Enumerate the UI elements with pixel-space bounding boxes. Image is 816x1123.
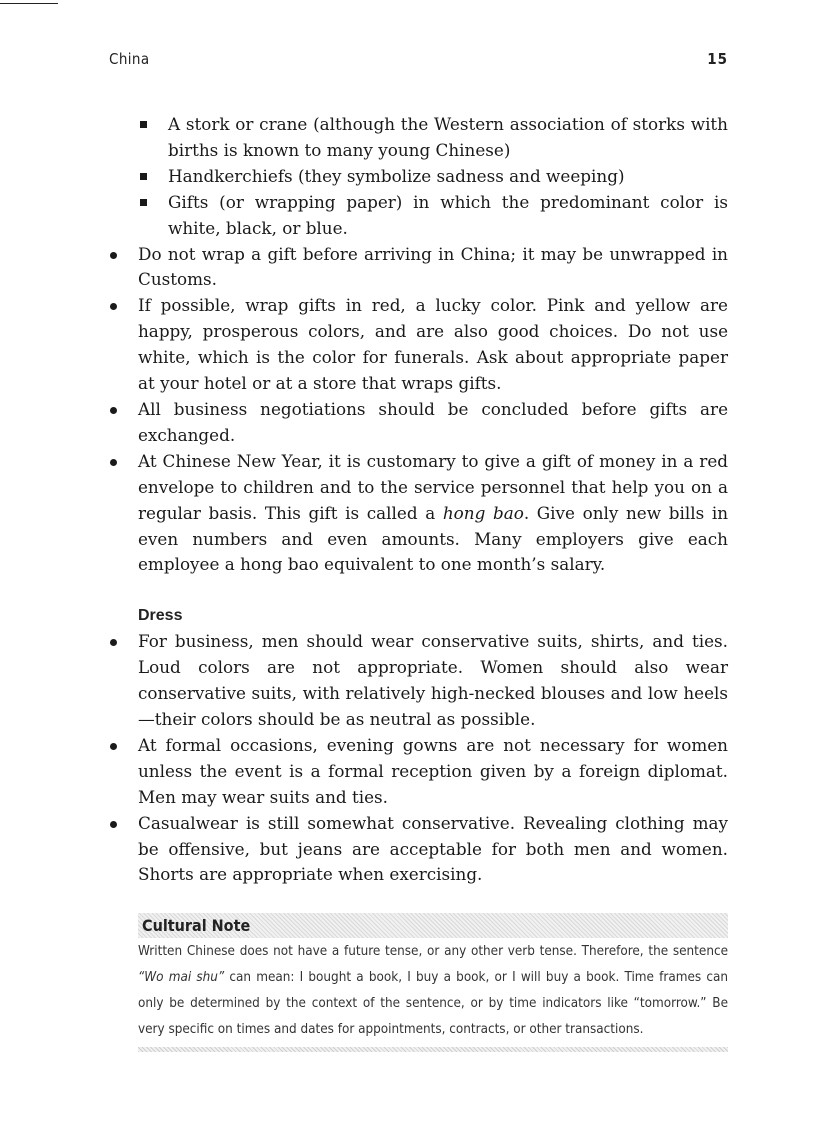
square-bullet-icon: [140, 199, 147, 206]
bullet-item: [108, 397, 728, 449]
bullet-text: Do not wrap a gift before arriving in China; it may be unwrapped in Customs.: [138, 243, 728, 290]
bullet-text-part: At Chinese New Year, it is customary to give a gift of money in a red envelope to children and to the service personnel that help you on a regular basis. This gift is called a: [138, 450, 728, 523]
bullet-item: [108, 629, 728, 733]
bullet-text-part: . Give only new bills in even numbers and even amounts. Many employers give each employee a hong bao equivalent to one month’s salary.: [138, 502, 728, 575]
square-bullet-icon: [140, 173, 147, 180]
note-example: “Wo mai shu”: [138, 970, 225, 985]
round-bullet-icon: [110, 821, 117, 828]
bullet-item: [108, 242, 728, 294]
bullet-item: [108, 293, 728, 397]
sub-bullet-text: Gifts (or wrapping paper) in which the predominant color is white, black, or blue.: [168, 191, 728, 238]
sub-bullet-item: [108, 112, 728, 164]
round-bullet-icon: [110, 743, 117, 750]
bullet-item: [108, 733, 728, 811]
running-header: [109, 50, 728, 72]
page-body: [108, 112, 728, 888]
bullet-text: All business negotiations should be concluded before gifts are exchanged.: [138, 398, 728, 445]
square-bullet-icon: [140, 121, 147, 128]
round-bullet-icon: [110, 459, 117, 466]
cultural-note-body: [138, 938, 728, 1043]
chapter-title: China: [109, 50, 150, 68]
sub-bullet-text: Handkerchiefs (they symbolize sadness and weeping): [168, 165, 625, 186]
cultural-note-box: [138, 913, 728, 1052]
round-bullet-icon: [110, 252, 117, 259]
sub-bullet-item: [108, 164, 728, 190]
bullet-text: Casualwear is still somewhat conservative. Revealing clothing may be offensive, but jeans are acceptable for both men and women. Shorts are appropriate when exercising.: [138, 812, 728, 885]
round-bullet-icon: [110, 303, 117, 310]
corner-crop-mark: [0, 3, 58, 4]
bullet-text: If possible, wrap gifts in red, a lucky color. Pink and yellow are happy, prosperous colors, and are also good choices. Do not use white, which is the color for funerals. Ask about appropriate paper at your hotel or at a store that wraps gifts.: [138, 295, 728, 394]
bullet-item: [108, 811, 728, 889]
sub-bullet-text: A stork or crane (although the Western association of storks with births is known to many young Chinese): [168, 114, 728, 160]
round-bullet-icon: [110, 639, 117, 646]
section-heading-dress: Dress: [138, 607, 183, 625]
page-number: 15: [707, 50, 728, 68]
round-bullet-icon: [110, 407, 117, 414]
hong-bao-term: hong bao: [442, 502, 524, 523]
bullet-text: For business, men should wear conservative suits, shirts, and ties. Loud colors are not appropriate. Women should also wear conservative suits, with relatively high-necked blouses and low heels—their colors should be as neutral as possible.: [138, 631, 728, 730]
note-bottom-rule: [138, 1047, 728, 1052]
bullet-text: At formal occasions, evening gowns are not necessary for women unless the event is a formal reception given by a foreign diplomat. Men may wear suits and ties.: [138, 734, 728, 807]
cultural-note-title: Cultural Note: [138, 913, 728, 938]
bullet-item: [108, 449, 728, 579]
sub-bullet-item: [108, 190, 728, 242]
note-text-part: can mean: I bought a book, I buy a book, or I will buy a book. Time frames can only be determined by the context of the sentence, or by time indicators like “tomorrow.” Be very specific on times and dates for appointments, contracts, or other transactions.: [138, 970, 728, 1037]
note-text-part: Written Chinese does not have a future tense, or any other verb tense. Therefore, the sentence: [138, 944, 728, 959]
